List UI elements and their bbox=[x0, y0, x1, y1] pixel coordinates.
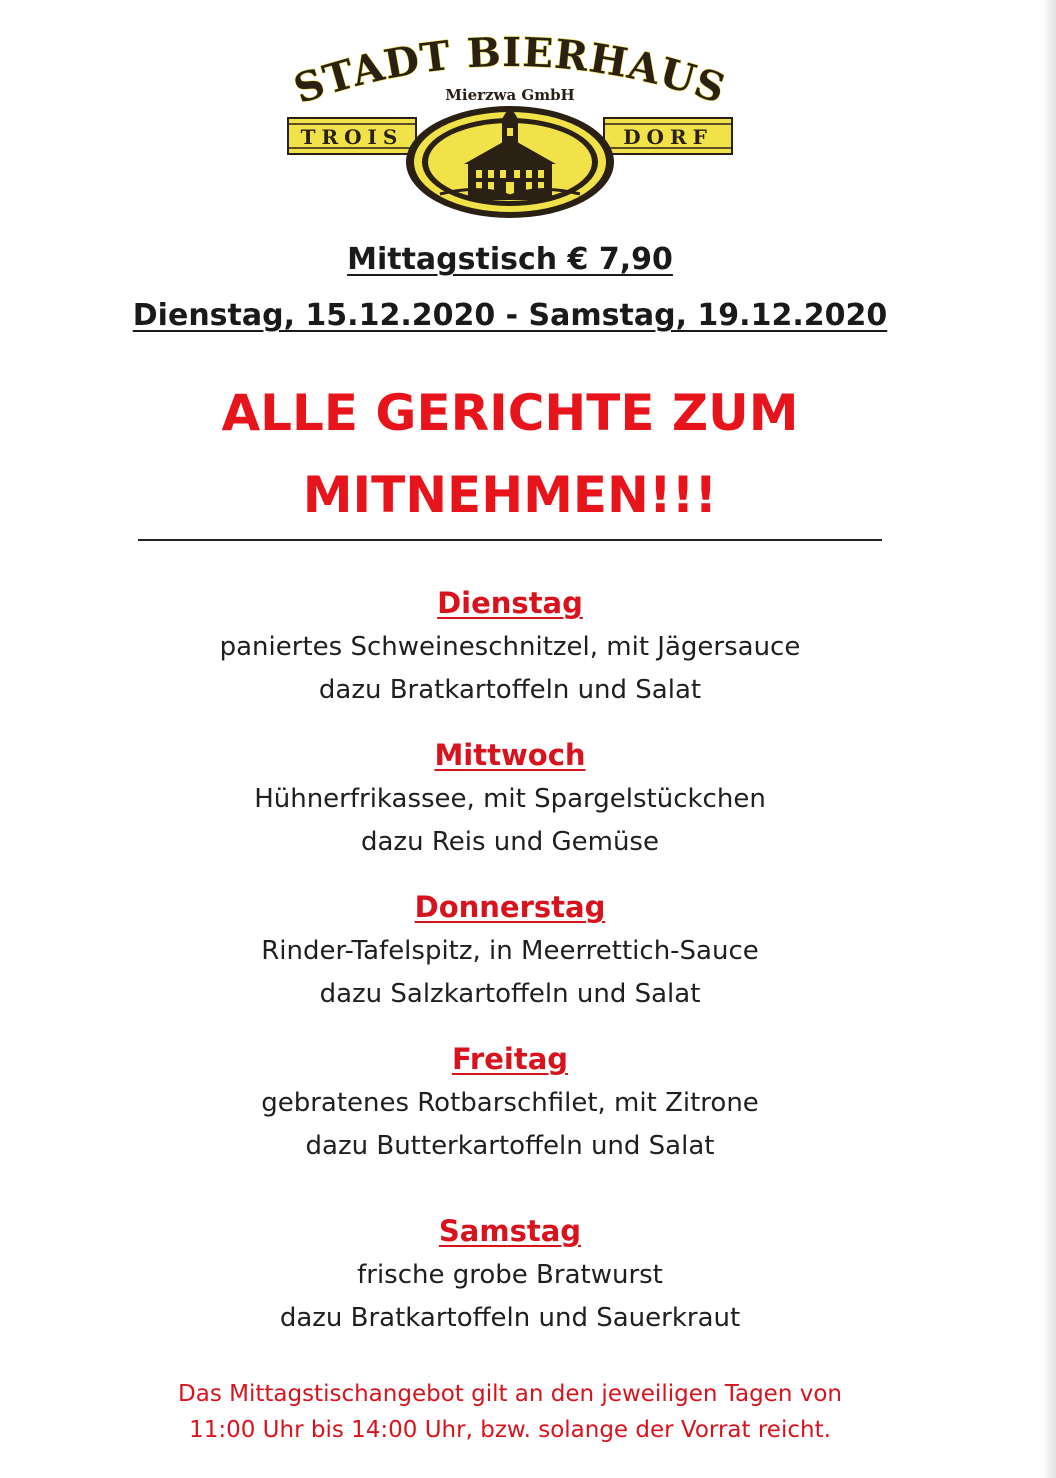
day-title: Mittwoch bbox=[434, 738, 586, 772]
footnote-line-1: Das Mittagstischangebot gilt an den jeweiligen Tagen von bbox=[178, 1381, 842, 1407]
price-headline: Mittagstisch € 7,90 bbox=[347, 242, 673, 277]
day-title: Dienstag bbox=[437, 586, 583, 620]
side-dish-line: dazu Bratkartoffeln und Salat bbox=[318, 675, 702, 705]
dish-line: gebratenes Rotbarschfilet, mit Zitrone bbox=[261, 1088, 759, 1118]
menu-day-dienstag bbox=[0, 580, 1020, 712]
dish-line: frische grobe Bratwurst bbox=[357, 1260, 663, 1290]
menu-day-donnerstag bbox=[0, 884, 1020, 1016]
side-dish-line: dazu Butterkartoffeln und Salat bbox=[305, 1131, 715, 1161]
alert-line-2: MITNEHMEN!!! bbox=[302, 466, 718, 524]
dish-line: paniertes Schweineschnitzel, mit Jägersauce bbox=[219, 632, 801, 662]
alert-line-1: ALLE GERICHTE ZUM bbox=[221, 384, 799, 442]
logo-right-word: DORF bbox=[623, 125, 713, 149]
menu-day-freitag bbox=[0, 1036, 1020, 1168]
menu-day-mittwoch bbox=[0, 732, 1020, 864]
dish-line: Rinder-Tafelspitz, in Meerrettich-Sauce bbox=[261, 936, 759, 966]
day-title: Samstag bbox=[438, 1214, 582, 1248]
page-edge-shadow bbox=[1042, 0, 1056, 1478]
footnote-line-2: 11:00 Uhr bis 14:00 Uhr, bzw. solange der Vorrat reicht. bbox=[189, 1417, 831, 1443]
section-divider bbox=[138, 539, 882, 541]
logo-emblem bbox=[406, 106, 614, 218]
date-range-headline: Dienstag, 15.12.2020 - Samstag, 19.12.2020 bbox=[132, 298, 888, 333]
dish-line: Hühnerfrikassee, mit Spargelstückchen bbox=[254, 784, 766, 814]
logo-title: STADT BIERHAUS bbox=[288, 34, 732, 114]
side-dish-line: dazu Bratkartoffeln und Sauerkraut bbox=[279, 1303, 741, 1333]
logo-graphic bbox=[280, 34, 740, 224]
day-title: Donnerstag bbox=[414, 890, 606, 924]
stadt-bierhaus-logo bbox=[280, 34, 740, 224]
side-dish-line: dazu Reis und Gemüse bbox=[361, 827, 659, 857]
menu-day-samstag bbox=[0, 1208, 1020, 1340]
logo-left-word: TROIS bbox=[300, 125, 404, 149]
offer-footnote bbox=[0, 1376, 1020, 1448]
logo-subtitle: Mierzwa GmbH bbox=[445, 86, 575, 104]
side-dish-line: dazu Salzkartoffeln und Salat bbox=[319, 979, 701, 1009]
takeaway-alert bbox=[0, 372, 1020, 536]
day-title: Freitag bbox=[451, 1042, 569, 1076]
weekly-menu bbox=[0, 580, 1020, 1340]
